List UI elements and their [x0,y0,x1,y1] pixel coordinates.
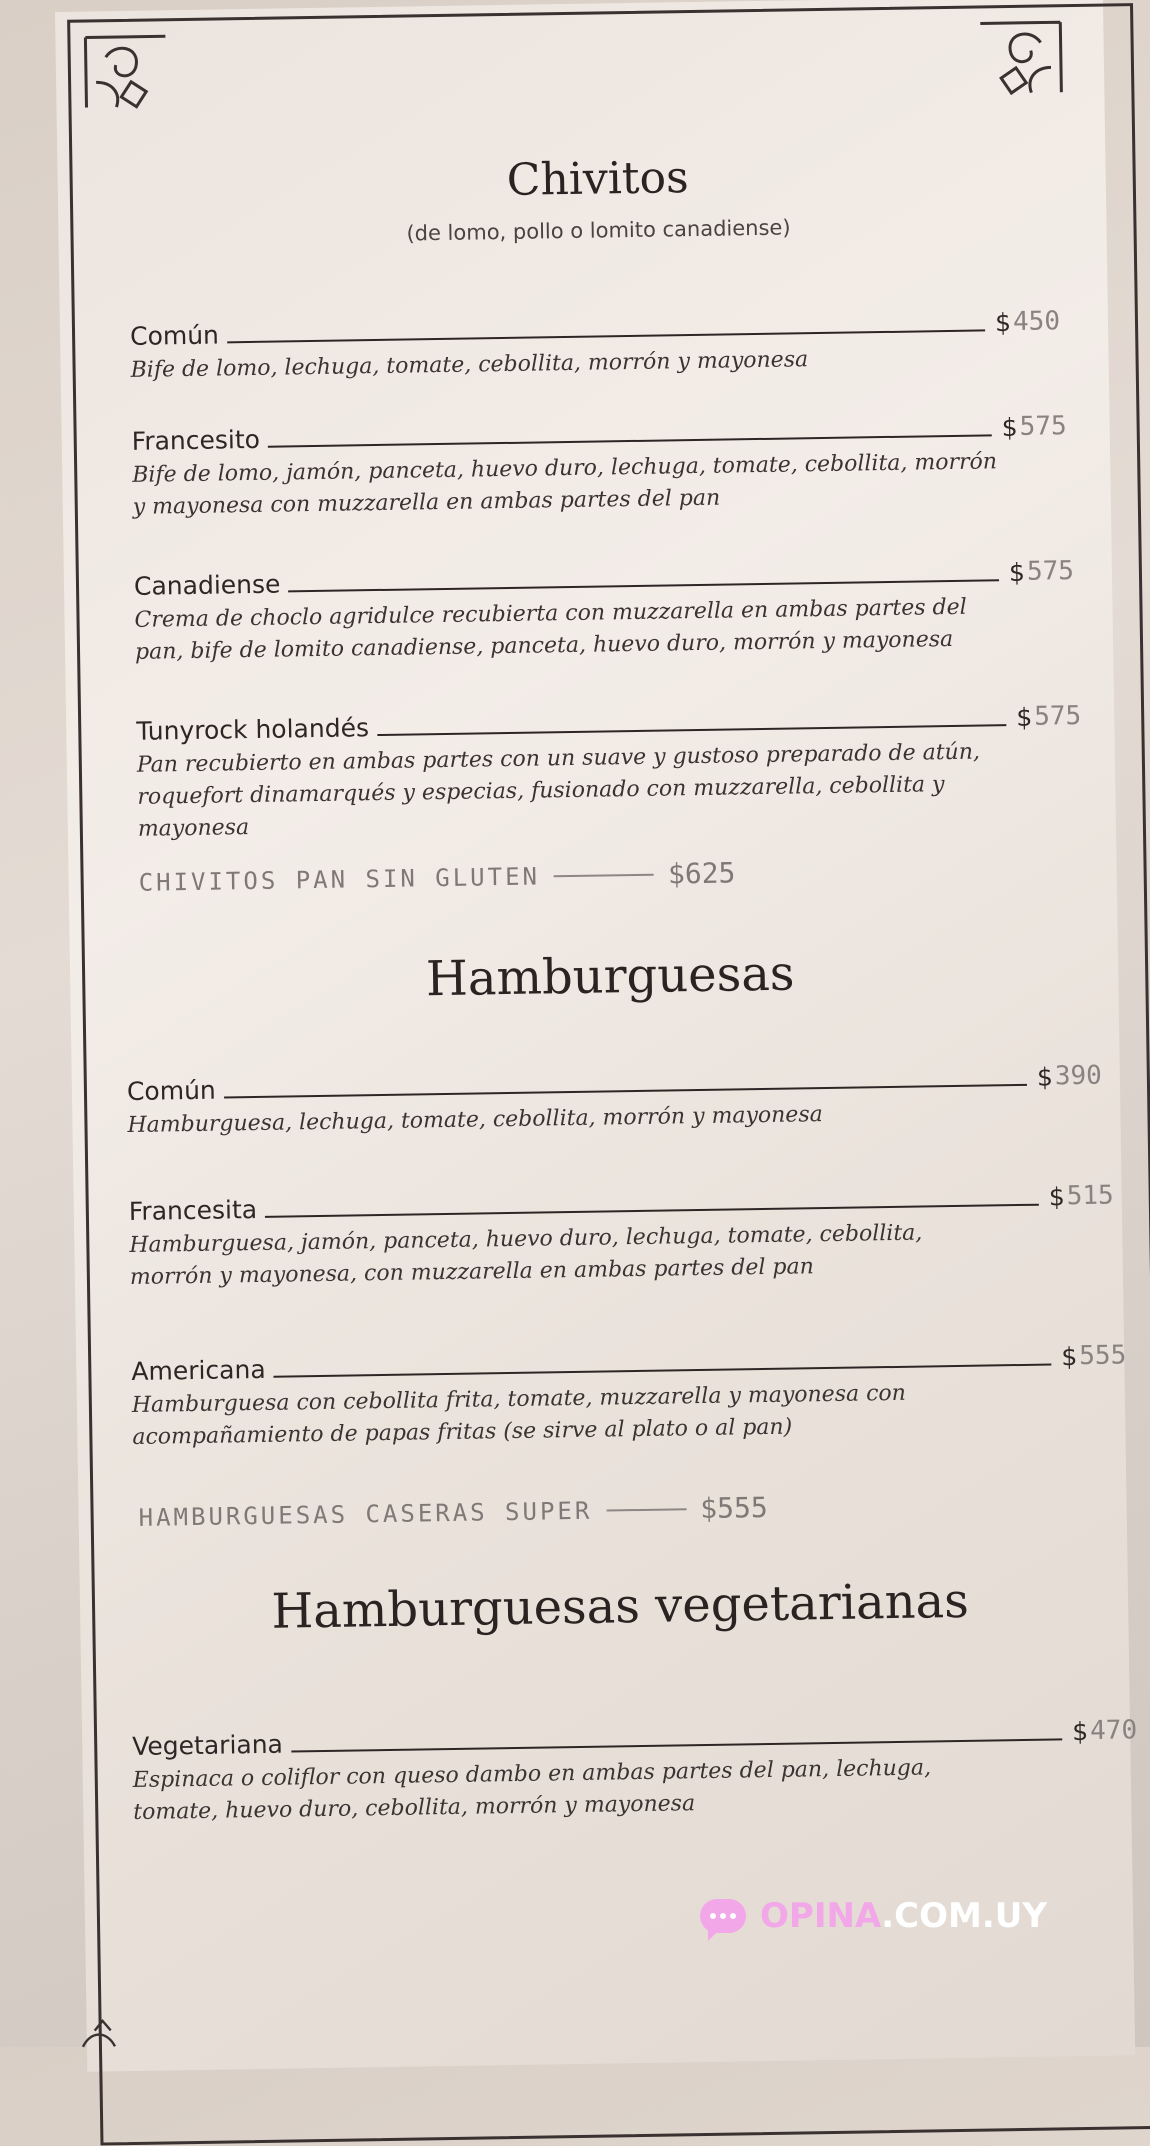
item-desc-line: Hamburguesa con cebollita frita, tomate, muzzarella y mayonesa con [131,1380,907,1418]
leader-line [224,1084,1027,1099]
item-name: Canadiense [133,569,281,601]
leader-line [268,434,992,447]
item-desc-line: Pan recubierto en ambas partes con un suave y gustoso preparado de atún, [136,739,981,778]
item-desc-line: acompañamiento de papas fritas (se sirve al plato o al pan) [132,1414,793,1450]
menu-item [132,411,1068,524]
item-price: 575 [1019,411,1067,442]
item-desc-line: roquefort dinamarqués y especias, fusionado con muzzarella, cebollita y [137,772,945,810]
handwritten-price: $625 [667,856,736,891]
item-desc-line: Crema de choclo agridulce recubierta con muzzarella en ambas partes del [134,594,967,633]
item-currency: $ [1001,412,1018,443]
item-name: Común [126,1075,216,1107]
handwritten-text: HAMBURGUESAS CASERAS SUPER [138,1496,593,1532]
leader-line [291,1738,1062,1752]
item-name: Francesito [131,424,261,456]
ornament-bottom-left-icon [66,1996,147,2057]
menu-item [136,701,1083,846]
item-desc-line: mayonesa [137,815,250,842]
watermark-brand: OPINA [760,1896,882,1936]
leader-line [289,579,1000,592]
menu-item [132,1715,1138,1829]
item-desc-line: Hamburguesa, lechuga, tomate, cebollita, morrón y mayonesa [127,1102,823,1138]
item-price: 390 [1054,1060,1103,1092]
menu-page [55,0,1138,2072]
section-subtitle-chivitos: (de lomo, pollo o lomito canadiense) [406,215,791,246]
item-currency: $ [994,308,1012,338]
item-name: Común [129,320,220,351]
item-desc-line: tomate, huevo duro, cebollita, morrón y mayonesa [133,1791,696,1825]
item-name: Tunyrock holandés [136,713,370,746]
leader-line [265,1204,1039,1218]
chat-bubble-icon [700,1899,746,1933]
item-price: 575 [1033,700,1082,732]
leader-line [274,1364,1052,1378]
handwritten-price: $555 [700,1490,768,1526]
handwritten-text: CHIVITOS PAN SIN GLUTEN [138,861,541,897]
section-title-chivitos: Chivitos [506,152,689,206]
menu-item [129,1181,1115,1294]
item-currency: $ [1016,702,1033,732]
item-desc-line: Espinaca o coliflor con queso dambo en ambas partes del pan, lechuga, [132,1755,932,1793]
watermark-domain: .COM.UY [881,1896,1047,1936]
ornament-top-right-icon [970,12,1071,104]
leader-line [227,329,985,343]
item-desc-line: Bife de lomo, lechuga, tomate, cebollita, morrón y mayonesa [130,347,809,383]
section-title-hamburguesas: Hamburguesas [425,945,795,1008]
item-price: 470 [1089,1715,1138,1746]
item-name: Francesita [128,1194,258,1226]
item-price: 555 [1079,1340,1127,1372]
item-desc-line: Hamburguesa, jamón, panceta, huevo duro, lechuga, tomate, cebollita, [129,1220,923,1258]
item-price: 575 [1026,556,1075,587]
menu-item [131,1340,1127,1454]
item-price: 515 [1066,1180,1114,1212]
leader-line [377,724,1006,736]
item-desc-line: Bife de lomo, jamón, panceta, huevo duro, lechuga, tomate, cebollita, morrón [132,449,998,488]
item-desc-line: pan, bife de lomito canadiense, panceta, huevo duro, morrón y mayonesa [134,626,954,665]
item-currency: $ [1008,557,1026,588]
item-desc-line: morrón y mayonesa, con muzzarella en ambas partes del pan [129,1254,814,1290]
item-name: Americana [131,1354,266,1386]
ornament-top-left-icon [75,26,176,118]
menu-item [134,556,1075,669]
item-price: 450 [1012,306,1061,337]
handwritten-line [606,1508,686,1511]
item-name: Vegetariana [132,1729,284,1761]
handwritten-line [554,873,654,877]
item-currency: $ [1061,1342,1078,1372]
item-desc-line: y mayonesa con muzzarella en ambas partes del pan [132,485,721,520]
item-currency: $ [1036,1062,1054,1092]
opina-watermark [700,1896,1047,1936]
section-title-vegetarianas: Hamburguesas vegetarianas [271,1572,970,1640]
item-currency: $ [1072,1716,1089,1747]
item-currency: $ [1048,1182,1065,1212]
